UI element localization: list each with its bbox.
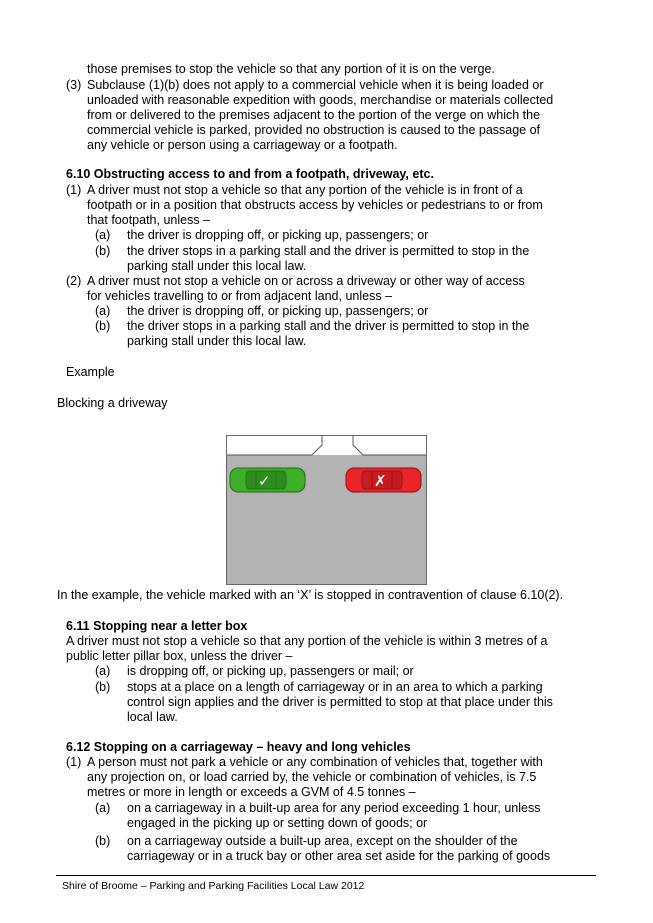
paragraph-number: (b) xyxy=(95,680,111,694)
subclause-number: (1) xyxy=(66,183,82,197)
text-line: any vehicle or person using a carriageway or a footpath. xyxy=(87,138,398,152)
subclause-number: (1) xyxy=(66,755,82,769)
footer-text: Shire of Broome – Parking and Parking Facilities Local Law 2012 xyxy=(62,880,365,892)
subclause-number: (3) xyxy=(66,78,82,92)
section-heading-6-12: 6.12 Stopping on a carriageway – heavy and long vehicles xyxy=(66,740,411,754)
text-line: engaged in the picking up or setting down of goods; or xyxy=(127,816,428,830)
text-line: the driver stops in a parking stall and the driver is permitted to stop in the xyxy=(127,244,530,258)
text-line: is dropping off, or picking up, passengers or mail; or xyxy=(127,664,414,678)
text-line: metres or more in length or exceeds a GVM of 4.5 tonnes – xyxy=(87,785,416,799)
paragraph-number: (b) xyxy=(95,319,111,333)
text-line: those premises to stop the vehicle so that any portion of it is on the verge. xyxy=(87,62,495,76)
text-line: A driver must not stop a vehicle so that any portion of the vehicle is within 3 metres of a xyxy=(66,634,548,648)
paragraph-number: (b) xyxy=(95,834,111,848)
text-line: A driver must not stop a vehicle so that any portion of the vehicle is in front of a xyxy=(87,183,523,197)
text-line: unloaded with reasonable expedition with goods, merchandise or materials collected xyxy=(87,93,554,107)
example-label: Example xyxy=(66,365,115,379)
text-line: the driver is dropping off, or picking up, passengers; or xyxy=(127,228,429,242)
footer-rule xyxy=(56,875,596,876)
text-line: parking stall under this local law. xyxy=(127,259,307,273)
section-heading-6-10: 6.10 Obstructing access to and from a footpath, driveway, etc. xyxy=(66,167,434,181)
blocking-car xyxy=(346,468,421,492)
text-line: parking stall under this local law. xyxy=(127,334,307,348)
text-line: from or delivered to the premises adjacent to the portion of the verge on which the xyxy=(87,108,541,122)
text-line: commercial vehicle is parked, provided no obstruction is caused to the passage of xyxy=(87,123,541,137)
text-line: any projection on, or load carried by, the vehicle or combination of vehicles, is 7.5 xyxy=(87,770,537,784)
example-caption: In the example, the vehicle marked with an ‘X’ is stopped in contravention of clause 6.10(2). xyxy=(57,588,564,602)
section-heading-6-11: 6.11 Stopping near a letter box xyxy=(66,619,248,633)
subclause-number: (2) xyxy=(66,274,82,288)
text-line: the driver stops in a parking stall and the driver is permitted to stop in the xyxy=(127,319,530,333)
text-line: for vehicles travelling to or from adjacent land, unless – xyxy=(87,289,393,303)
text-line: carriageway or in a truck bay or other area set aside for the parking of goods xyxy=(127,849,551,863)
cross-icon: ✗ xyxy=(374,472,387,490)
text-line: that footpath, unless – xyxy=(87,213,211,227)
text-line: control sign applies and the driver is permitted to stop at that place under this xyxy=(127,695,553,709)
text-line: Subclause (1)(b) does not apply to a commercial vehicle when it is being loaded or xyxy=(87,78,544,92)
text-line: on a carriageway in a built-up area for any period exceeding 1 hour, unless xyxy=(127,801,541,815)
driveway-diagram xyxy=(226,435,427,585)
paragraph-number: (a) xyxy=(95,801,111,815)
text-line: footpath or in a position that obstructs access by vehicles or pedestrians to or from xyxy=(87,198,543,212)
example-title: Blocking a driveway xyxy=(57,396,168,410)
paragraph-number: (a) xyxy=(95,304,111,318)
text-line: local law. xyxy=(127,710,178,724)
text-line: A driver must not stop a vehicle on or across a driveway or other way of access xyxy=(87,274,525,288)
paragraph-number: (a) xyxy=(95,228,111,242)
text-line: the driver is dropping off, or picking up, passengers; or xyxy=(127,304,429,318)
text-line: on a carriageway outside a built-up area, except on the shoulder of the xyxy=(127,834,518,848)
paragraph-number: (a) xyxy=(95,664,111,678)
permitted-car xyxy=(230,468,305,492)
paragraph-number: (b) xyxy=(95,244,111,258)
text-line: public letter pillar box, unless the driver – xyxy=(66,649,293,663)
text-line: stops at a place on a length of carriageway or in an area to which a parking xyxy=(127,680,543,694)
text-line: A person must not park a vehicle or any combination of vehicles that, together with xyxy=(87,755,543,769)
check-icon: ✓ xyxy=(258,472,271,490)
